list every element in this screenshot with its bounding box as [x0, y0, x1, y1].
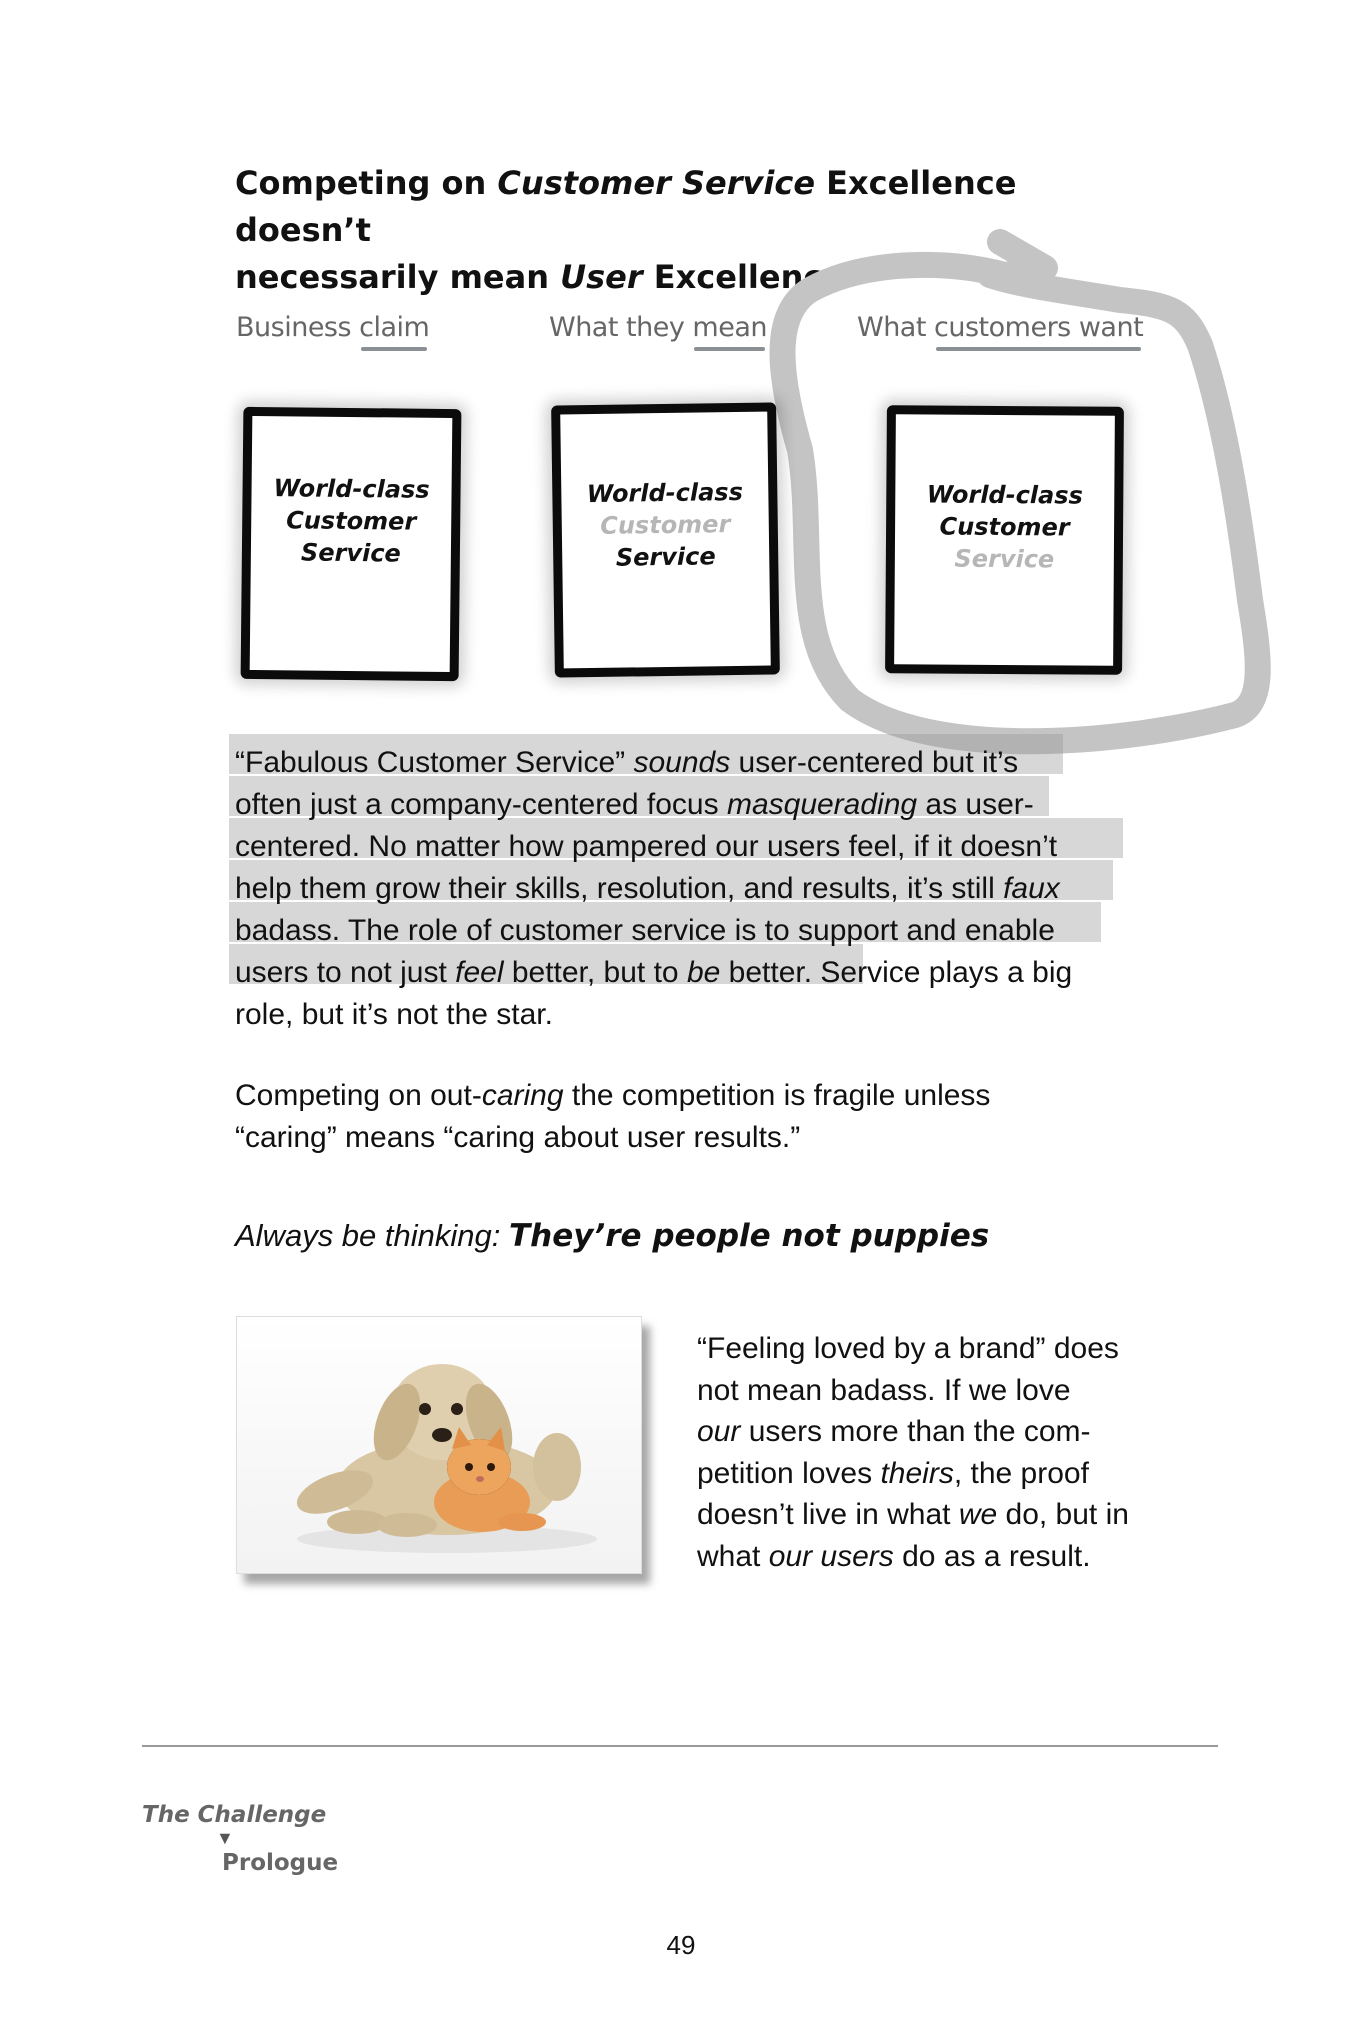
paragraph-customer-service: “Fabulous Customer Service” sounds user-centered but it’s often just a company-centered focus masquerading as user- centered. No matter how pampered our users feel, if it doesn’t help them grow their skills, resolution, and results, it’s still faux badass. The role of customer service is to support and enable users to not just feel better, but to be better. Service plays a big role, but it’s not the star.: [235, 746, 1073, 1031]
card-text: World-class Customer Service: [273, 474, 430, 568]
card-text: World-class Customer Service: [926, 480, 1083, 574]
highlight-loop-icon: [0, 0, 1362, 800]
label-what-customers-want: What customers want: [857, 312, 1144, 343]
heading-line-1: Competing on Customer Service Excellence doesn’t: [235, 164, 1017, 249]
page-number: 49: [666, 1930, 696, 1960]
card-what-customers-want: [885, 405, 1124, 675]
breadcrumb-arrow-icon: ▼: [216, 1828, 234, 1848]
puppy-kitten-photo: [236, 1316, 642, 1574]
paragraph-out-caring: Competing on out-caring the competition is fragile unless “caring” means “caring about user results.”: [235, 1079, 991, 1154]
card-what-they-mean: [551, 402, 780, 677]
breadcrumb-chapter[interactable]: Prologue: [222, 1850, 339, 1876]
heading-line-2: necessarily mean User Excellence: [235, 258, 845, 296]
footer-divider: [142, 1745, 1218, 1747]
label-what-they-mean: What they mean: [549, 312, 767, 343]
breadcrumb-section[interactable]: The Challenge: [142, 1802, 327, 1828]
card-text: World-class Customer Service: [586, 477, 744, 572]
card-business-claim: [241, 407, 462, 681]
puppy-kitten-illustration: [237, 1317, 641, 1573]
sidebar-feeling-loved: “Feeling loved by a brand” does not mean badass. If we love our users more than the com- petition loves theirs, the proof doesn’t live in what we do, but in what our users do as a result.: [697, 1332, 1129, 1573]
label-business-claim: Business claim: [236, 312, 430, 343]
subhead-always-be-thinking: Always be thinking: They’re people not puppies: [235, 1218, 990, 1254]
